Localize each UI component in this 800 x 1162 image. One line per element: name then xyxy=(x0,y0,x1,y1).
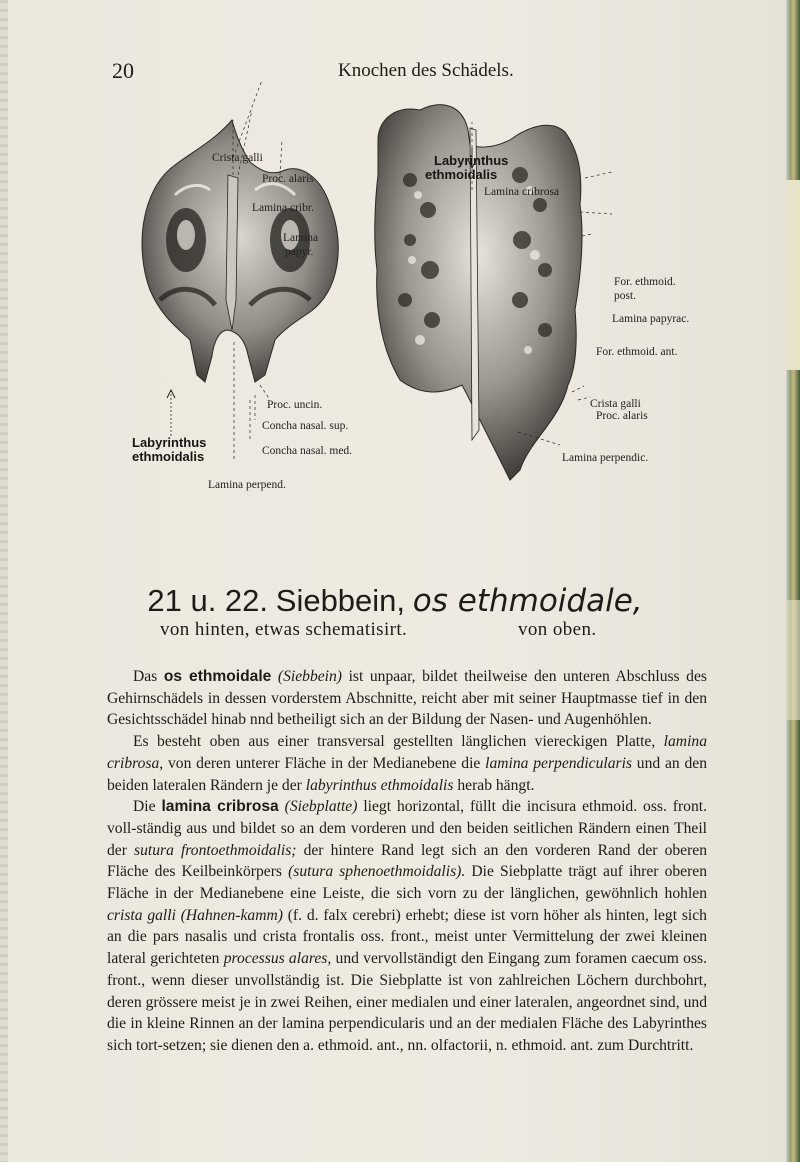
label-concha-med: Concha nasal. med. xyxy=(262,445,353,457)
p3-term-sutura-sphenoethmoidalis: (sutura sphenoethmoidalis). xyxy=(288,863,466,881)
caption-sub-left: von hinten, etwas schematisirt. xyxy=(160,619,408,640)
p3-term-sutura-frontoethmoidalis: sutura frontoethmoidalis; xyxy=(134,841,297,859)
label-concha-sup: Concha nasal. sup. xyxy=(262,420,349,432)
label-lamina-papyracea: Lamina papyrac. xyxy=(612,313,690,325)
caption-sub-right: von oben. xyxy=(518,619,597,640)
p3-text-5: (f. d. falx cerebri) erhebt; diese ist vorn höher als hinten, legt sich an die pars nasalis und crista frontalis oss. front., meist unter Vermittelung der zwei kleinen lateral gerichteten xyxy=(107,906,707,968)
body-text xyxy=(107,666,707,1057)
label-labyrinthus-left-1: Labyrinthus xyxy=(132,435,207,450)
p3-text-2: liegt horizontal, füllt die incisura ethmoid. oss. front. voll-ständig aus und bildet so an dem vorderen und den beiden seitlichen Rändern einen Theil der xyxy=(107,798,707,859)
paragraph-3 xyxy=(107,796,707,1056)
p1-text-1: Das xyxy=(133,668,158,685)
p3-text-4: Die Siebplatte trägt auf ihrer oberen Fläche in der Medianebene eine Leiste, die sich vorn zu der länglichen, gewöhnlich hohlen xyxy=(107,863,707,903)
label-lamina-papyr-left-1: Lamina xyxy=(283,232,319,244)
p2-term-labyrinthus: labyrinthus ethmoidalis xyxy=(305,776,454,794)
p2-text-1: Es besteht oben aus einer transversal gestellten länglichen viereckigen Platte, xyxy=(133,733,656,751)
p1-term-os-ethmoidale: os ethmoidale xyxy=(163,668,272,685)
p1-text-2: ist unpaar, bildet theilweise den unteren Abschluss des Gehirnschädels in dessen vorderstem Abschnitte, reicht aber mit seiner Hauptmasse tief in den Gesichtsschädel hinab nnd betheiligt sich an der Bildung der Nasen- und Augenhöhlen. xyxy=(107,668,707,729)
p3-term-processus-alares: processus alares, xyxy=(223,950,332,968)
p2-term-lamina-perpendicularis: lamina perpendicularis xyxy=(485,754,632,772)
label-for-ethmoid-post-1: For. ethmoid. xyxy=(614,276,676,288)
figure-caption-title xyxy=(0,583,790,619)
label-proc-uncin: Proc. uncin. xyxy=(267,399,323,411)
label-proc-alaris-left: Proc. alaris xyxy=(262,173,314,185)
label-labyrinthus-right-2: ethmoidalis xyxy=(425,167,498,182)
p3-text-6: und vervollständigt den Eingang zum foramen caecum oss. front., wenn dieser unvollständig ist. Die Siebplatte ist von zahlreichen Löchern durchbohrt, deren grössere meist je in zwei Reihen, einer medialen und einer lateralen, angeordnet sind, und die in kleine Rinnen an der lamina perpendicularis und an der medialen Fläche des Labyrinthes sich tort-setzen; sie dienen den a. ethmoid. ant., nn. olfactorii, n. ethmoid. ant. zum Durchtritt. xyxy=(107,950,707,1054)
running-title: Knochen des Schädels. xyxy=(338,60,514,81)
caption-main: Siebbein, xyxy=(275,583,406,618)
page-number: 20 xyxy=(112,58,134,83)
p2-text-3: und an den beiden lateralen Rändern je der xyxy=(107,754,707,794)
label-lamina-cribrosa-right: Lamina cribrosa xyxy=(484,186,560,198)
p2-term-lamina-cribrosa: lamina cribrosa, xyxy=(107,733,707,772)
paragraph-2 xyxy=(107,731,707,796)
label-lamina-papyr-left-2: papyr. xyxy=(285,246,314,258)
p3-term-crista-galli: crista galli (Hahnen-kamm) xyxy=(107,906,283,924)
label-labyrinthus-right-1: Labyrinthus xyxy=(434,153,509,168)
label-crista-galli-right: Crista galli xyxy=(590,398,641,410)
label-proc-alaris-right: Proc. alaris xyxy=(596,410,648,422)
p1-term-siebbein: (Siebbein) xyxy=(277,668,342,685)
label-crista-galli-left: Crista galli xyxy=(212,152,263,164)
p2-text-2: von deren unterer Fläche in der Medianebene die xyxy=(167,754,481,772)
p3-text-1: Die xyxy=(133,798,156,816)
label-for-ethmoid-ant: For. ethmoid. ant. xyxy=(596,346,678,358)
label-lamina-perpend-left: Lamina perpend. xyxy=(208,479,286,491)
label-for-ethmoid-post-2: post. xyxy=(614,290,637,302)
paragraph-1 xyxy=(107,666,707,731)
label-labyrinthus-left-2: ethmoidalis xyxy=(132,449,205,464)
p2-text-4: herab hängt. xyxy=(457,776,535,794)
p3-text-3: der hintere Rand legt sich an den vorderen Rand der oberen Fläche des Keilbeinkörpers xyxy=(107,841,707,881)
label-lamina-perpendic-right: Lamina perpendic. xyxy=(562,452,649,464)
p3-term-siebplatte: (Siebplatte) xyxy=(284,798,358,816)
ethmoid-figure xyxy=(0,0,790,560)
p3-term-lamina-cribrosa: lamina cribrosa xyxy=(161,798,279,816)
caption-number: 21 u. 22. xyxy=(147,583,269,618)
label-lamina-cribr-left: Lamina cribr. xyxy=(252,202,314,214)
caption-latin: os ethmoidale, xyxy=(412,583,643,619)
